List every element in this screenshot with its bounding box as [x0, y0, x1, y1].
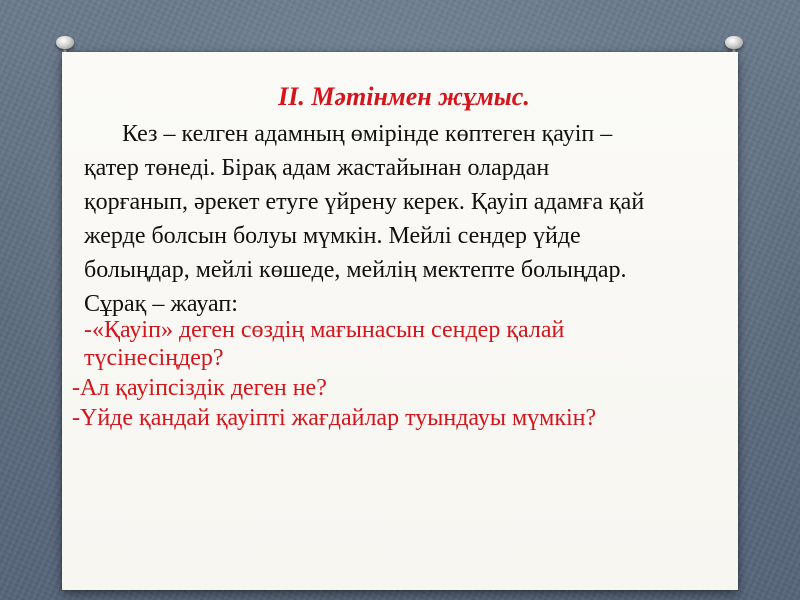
question-line: түсінесіңдер? — [84, 345, 224, 371]
paragraph-line: болыңдар, мейлі көшеде, мейлің мектепте болыңдар. — [84, 257, 627, 283]
question-line: -Ал қауіпсіздік деген не? — [72, 375, 327, 401]
paragraph-line: жерде болсын болуы мүмкін. Мейлі сендер үйде — [84, 223, 581, 249]
question-line: -«Қауіп» деген сөздің мағынасын сендер қалай — [84, 317, 565, 343]
pushpin-right-head — [725, 36, 743, 49]
pushpin-left-head — [56, 36, 74, 49]
paragraph-line: қорғанып, әрекет етуге үйрену керек. Қауіп адамға қай — [84, 189, 645, 215]
slide-title: II. Мәтінмен жұмыс. — [278, 82, 530, 111]
paragraph-line: Кез – келген адамның өмірінде көптеген қауіп – — [122, 121, 613, 147]
question-line: -Үйде қандай қауіпті жағдайлар туындауы мүмкін? — [72, 405, 597, 431]
paragraph-line: қатер төнеді. Бірақ адам жастайынан олардан — [84, 155, 550, 181]
slide-card — [62, 52, 738, 590]
paragraph-line-questions-heading: Сұрақ – жауап: — [84, 291, 238, 317]
